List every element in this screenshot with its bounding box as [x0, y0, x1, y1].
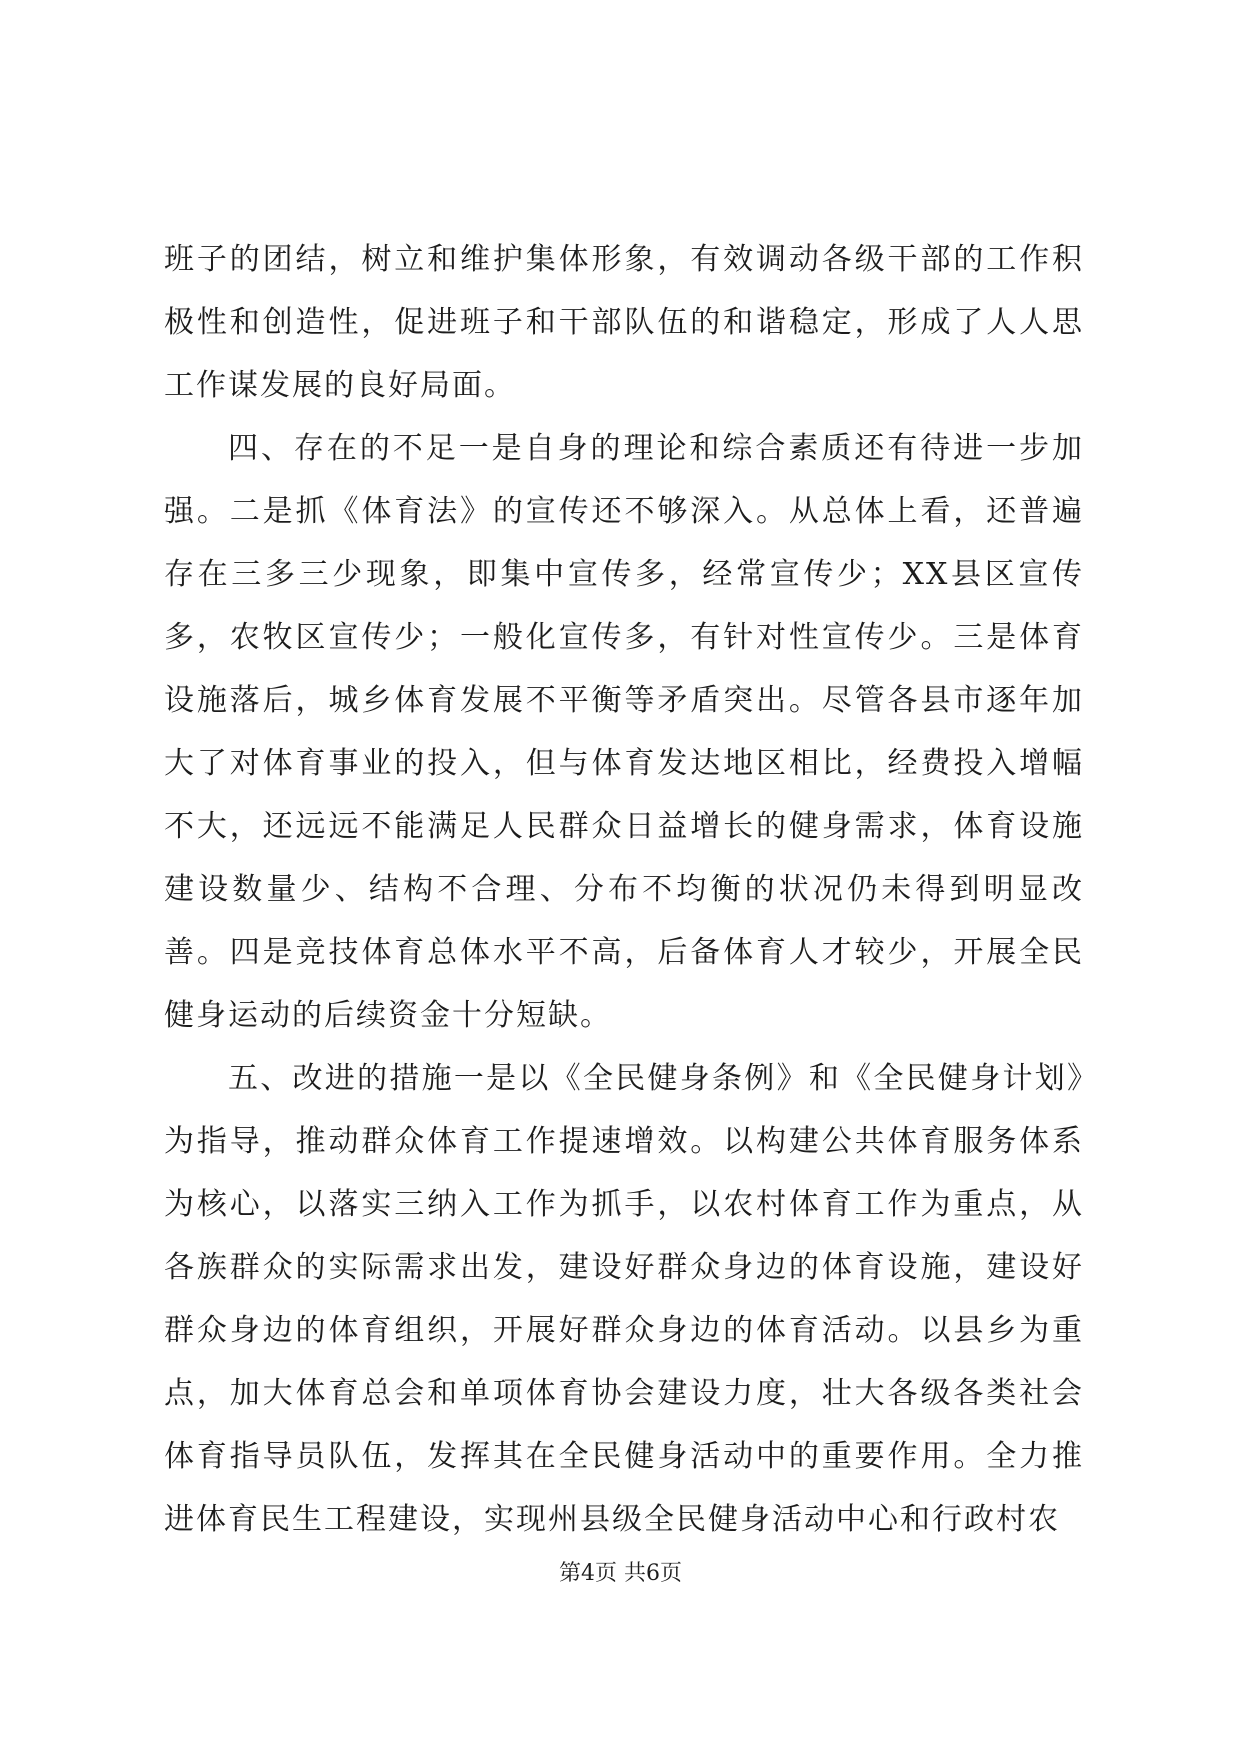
paragraph-shortcomings: 四、存在的不足一是自身的理论和综合素质还有待进一步加强。二是抓《体育法》的宣传还不够深入。从总体上看，还普遍存在三多三少现象，即集中宣传多，经常宣传少；XX县区宣传多，农牧区宣传少；一般化宣传多，有针对性宣传少。三是体育设施落后，城乡体育发展不平衡等矛盾突出。尽管各县市逐年加大了对体育事业的投入，但与体育发达地区相比，经费投入增幅不大，还远远不能满足人民群众日益增长的健身需求，体育设施建设数量少、结构不合理、分布不均衡的状况仍未得到明显改善。四是竞技体育总体水平不高，后备体育人才较少，开展全民健身运动的后续资金十分短缺。 — [164, 431, 1084, 1033]
paragraph-continuation: 班子的团结，树立和维护集体形象，有效调动各级干部的工作积极性和创造性，促进班子和干部队伍的和谐稳定，形成了人人思工作谋发展的良好局面。 — [164, 242, 1084, 403]
body-text — [164, 228, 1084, 1551]
paragraph-improvements: 五、改进的措施一是以《全民健身条例》和《全民健身计划》为指导，推动群众体育工作提速增效。以构建公共体育服务体系为核心，以落实三纳入工作为抓手，以农村体育工作为重点，从各族群众的实际需求出发，建设好群众身边的体育设施，建设好群众身边的体育组织，开展好群众身边的体育活动。以县乡为重点，加大体育总会和单项体育协会建设力度，壮大各级各类社会体育指导员队伍，发挥其在全民健身活动中的重要作用。全力推进体育民生工程建设，实现州县级全民健身活动中心和行政村农 — [164, 1061, 1084, 1537]
page-footer: 第4页 共6页 — [559, 1561, 682, 1586]
